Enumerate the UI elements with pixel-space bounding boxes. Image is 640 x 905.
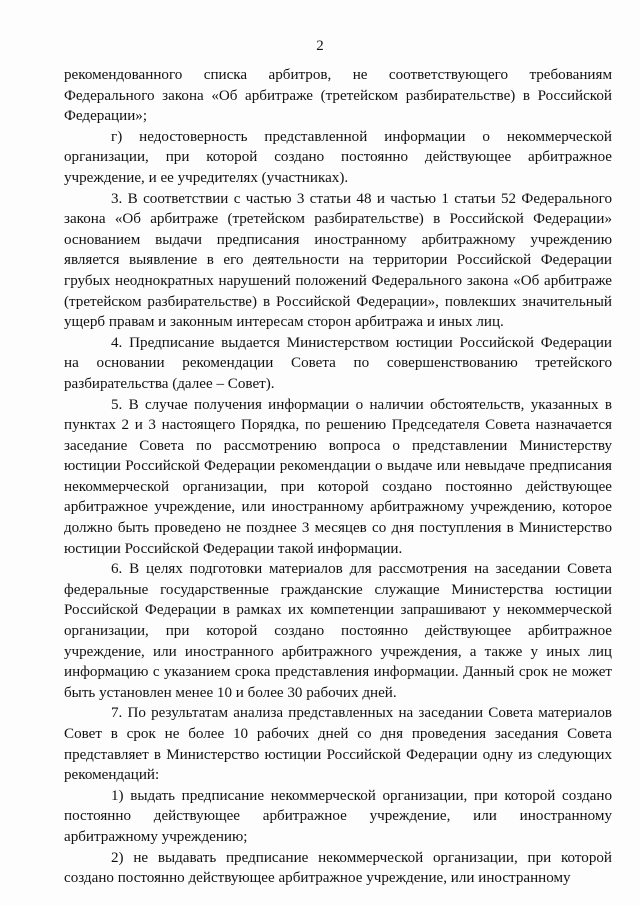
paragraph-7-option-1: 1) выдать предписание некоммерческой организации, при которой создано постоянно действующее арбитражное учреждение, или иностранному арбитражному учреждению; [64,787,612,845]
paragraph-5: 5. В случае получения информации о наличии обстоятельств, указанных в пунктах 2 и 3 настоящего Порядка, по решению Председателя Совета назначается заседание Совета по рассмотрению вопроса о представлении Министерству юстиции Российской Федерации рекомендации о выдаче или невыдаче предписания некоммерческой организации, при которой создано постоянно действующее арбитражное учреждение, или иностранному арбитражному учреждению, которое должно быть проведено не позднее 3 месяцев со дня поступления в Министерство юстиции Российской Федерации такой информации. [64,396,612,557]
paragraph-continuation: рекомендованного списка арбитров, не соответствующего требованиям Федерального закона «Об арбитраже (третейском разбирательстве) в Российской Федерации»; [64,67,612,125]
paragraph-3: 3. В соответствии с частью 3 статьи 48 и частью 1 статьи 52 Федерального закона «Об арбитраже (третейском разбирательстве) в Российской Федерации» основанием выдачи предписания иностранному арбитражному учреждению является выявление в его деятельности на территории Российской Федерации грубых неоднократных нарушений положений Федерального закона «Об арбитраже (третейском разбирательстве) в Российской Федерации», повлекших значительный ущерб правам и законным интересам сторон арбитража и иных лиц. [64,190,612,331]
paragraph-7: 7. По результатам анализа представленных на заседании Совета материалов Совет в срок не более 10 рабочих дней со дня проведения заседания Совета представляет в Министерство юстиции Российской Федерации одну из следующих рекомендаций: [64,705,612,784]
document-body [64,65,612,889]
paragraph-7-option-2: 2) не выдавать предписание некоммерческой организации, при которой создано постоянно действующее арбитражное учреждение, или иностранному [64,849,612,887]
page-number: 2 [316,38,324,54]
paragraph-4: 4. Предписание выдается Министерством юстиции Российской Федерации на основании рекомендации Совета по совершенствованию третейского разбирательства (далее – Совет). [64,334,612,392]
paragraph-6: 6. В целях подготовки материалов для рассмотрения на заседании Совета федеральные государственные гражданские служащие Министерства юстиции Российской Федерации в рамках их компетенции запрашивают у некоммерческой организации, при которой создано постоянно действующее арбитражное учреждение, или иностранного арбитражного учреждения, а также у иных лиц информацию с указанием срока представления информации. Данный срок не может быть установлен менее 10 и более 30 рабочих дней. [64,561,612,701]
paragraph-item-g: г) недостоверность представленной информации о некоммерческой организации, при которой создано постоянно действующее арбитражное учреждение, и ее учредителях (участниках). [64,128,612,186]
